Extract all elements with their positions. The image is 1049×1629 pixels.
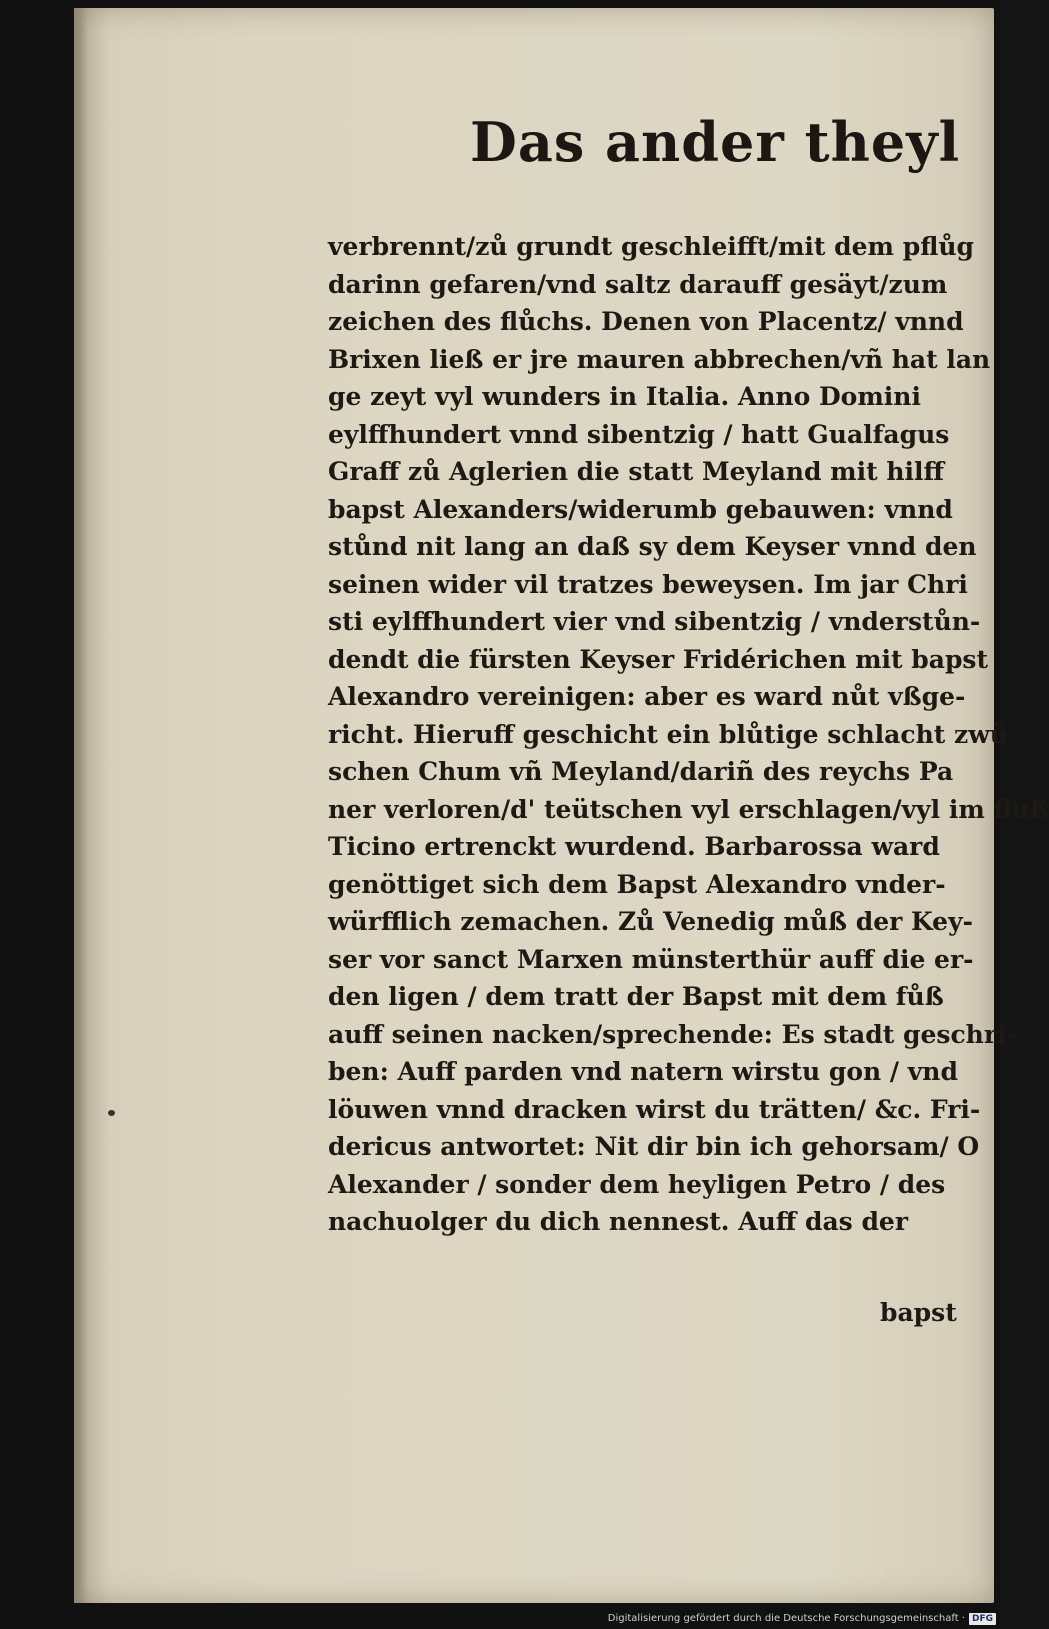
text-line: dendt die fürsten Keyser Fridérichen mit bapst	[328, 644, 989, 674]
text-line: würfflich zemachen. Zů Venedig můß der Key-	[328, 907, 973, 936]
text-line: sti eylffhundert vier vnd sibentzig / vnderstůn-	[328, 607, 981, 636]
text-line: darinn gefaren/vnd saltz darauff gesäyt/zum	[328, 269, 948, 299]
page-gutter-shadow	[74, 8, 88, 1603]
text-line: genöttiget sich dem Bapst Alexandro vnder-	[328, 869, 946, 899]
digitization-footer	[600, 1610, 996, 1627]
text-line: stůnd nit lang an daß sy dem Keyser vnnd den	[328, 532, 977, 561]
text-line: seinen wider vil tratzes beweysen. Im jar Chri	[328, 569, 968, 599]
text-line: den ligen / dem tratt der Bapst mit dem fůß	[328, 982, 944, 1011]
text-line: ner verloren/d' teütschen vyl erschlagen/vyl im fluß	[328, 794, 1049, 824]
text-line: ser vor sanct Marxen münsterthür auff die er-	[328, 944, 974, 974]
text-line: löuwen vnnd dracken wirst du trätten/ &c. Fri-	[328, 1094, 981, 1124]
text-line: dericus antwortet: Nit dir bin ich gehorsam/ O	[328, 1132, 980, 1161]
running-head: Das ander theyl	[470, 110, 961, 174]
body-text	[328, 228, 1049, 1241]
text-line: auff seinen nacken/sprechende: Es stadt geschri-	[328, 1019, 1017, 1049]
text-line: nachuolger du dich nennest. Auff das der	[328, 1207, 909, 1236]
text-line: richt. Hieruff geschicht ein blůtige schlacht zwü	[328, 719, 1008, 749]
text-line: Graff zů Aglerien die statt Meyland mit hilff	[328, 457, 945, 486]
text-line: eylffhundert vnnd sibentzig / hatt Gualfagus	[328, 419, 950, 449]
ink-speck	[108, 1110, 115, 1116]
catchword: bapst	[880, 1298, 957, 1327]
text-line: schen Chum vñ Meyland/dariñ des reychs Pa	[328, 757, 954, 786]
text-line: zeichen des flůchs. Denen von Placentz/ vnnd	[328, 307, 964, 336]
text-line: verbrennt/zů grundt geschleifft/mit dem pflůg	[328, 232, 975, 261]
text-line: bapst Alexanders/widerumb gebauwen: vnnd	[328, 494, 953, 524]
text-line: ben: Auff parden vnd natern wirstu gon / vnd	[328, 1057, 958, 1086]
text-line: Alexandro vereinigen: aber es ward nůt vßge-	[328, 682, 966, 711]
text-line: Ticino ertrenckt wurdend. Barbarossa ward	[328, 832, 940, 861]
footer-credit-text: Digitalisierung gefördert durch die Deutsche Forschungsgemeinschaft ·	[607, 1613, 965, 1624]
text-line: ge zeyt vyl wunders in Italia. Anno Domini	[328, 382, 921, 411]
text-line: Brixen ließ er jre mauren abbrechen/vñ hat lan	[328, 344, 991, 374]
dfg-logo: DFG	[969, 1613, 996, 1625]
text-line: Alexander / sonder dem heyligen Petro / des	[328, 1169, 946, 1199]
